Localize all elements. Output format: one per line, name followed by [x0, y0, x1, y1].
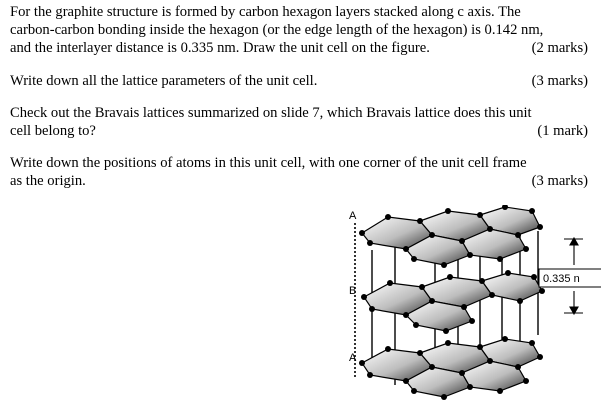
layer-middle-b — [361, 270, 545, 334]
question-4-line-1: Write down the positions of atoms in this unit cell, with one corner of the unit cell frame — [10, 155, 527, 171]
question-2-line-1: Write down all the lattice parameters of the unit cell. — [10, 73, 318, 89]
question-4-marks: (3 marks) — [531, 173, 588, 189]
question-1 — [10, 3, 588, 57]
question-1-line-1: For the graphite structure is formed by carbon hexagon layers stacked along c axis. The — [10, 4, 521, 20]
question-3-line-1: Check out the Bravais lattices summarized on slide 7, which Bravais lattice does this unit — [10, 105, 532, 121]
graphite-structure-figure — [340, 205, 601, 410]
question-1-line-3: and the interlayer distance is 0.335 nm. Draw the unit cell on the figure. — [10, 40, 430, 56]
question-1-marks: (2 marks) — [531, 40, 588, 56]
layer-top-a — [359, 205, 543, 268]
question-1-line-2: carbon-carbon bonding inside the hexagon (or the edge length of the hexagon) is 0.142 nm, — [10, 22, 544, 38]
question-2 — [10, 72, 588, 90]
interlayer-distance-label: 0.335 n — [543, 273, 580, 285]
question-3 — [10, 104, 588, 140]
question-2-marks: (3 marks) — [531, 73, 588, 89]
layer-label-top-a: A — [349, 210, 357, 222]
question-3-line-2: cell belong to? — [10, 123, 96, 139]
layer-label-bottom-a: A — [349, 352, 357, 364]
layer-label-middle-b: B — [349, 285, 357, 297]
question-3-marks: (1 mark) — [537, 123, 588, 139]
question-4 — [10, 154, 588, 190]
layer-bottom-a — [359, 336, 543, 400]
question-4-line-2: as the origin. — [10, 173, 86, 189]
